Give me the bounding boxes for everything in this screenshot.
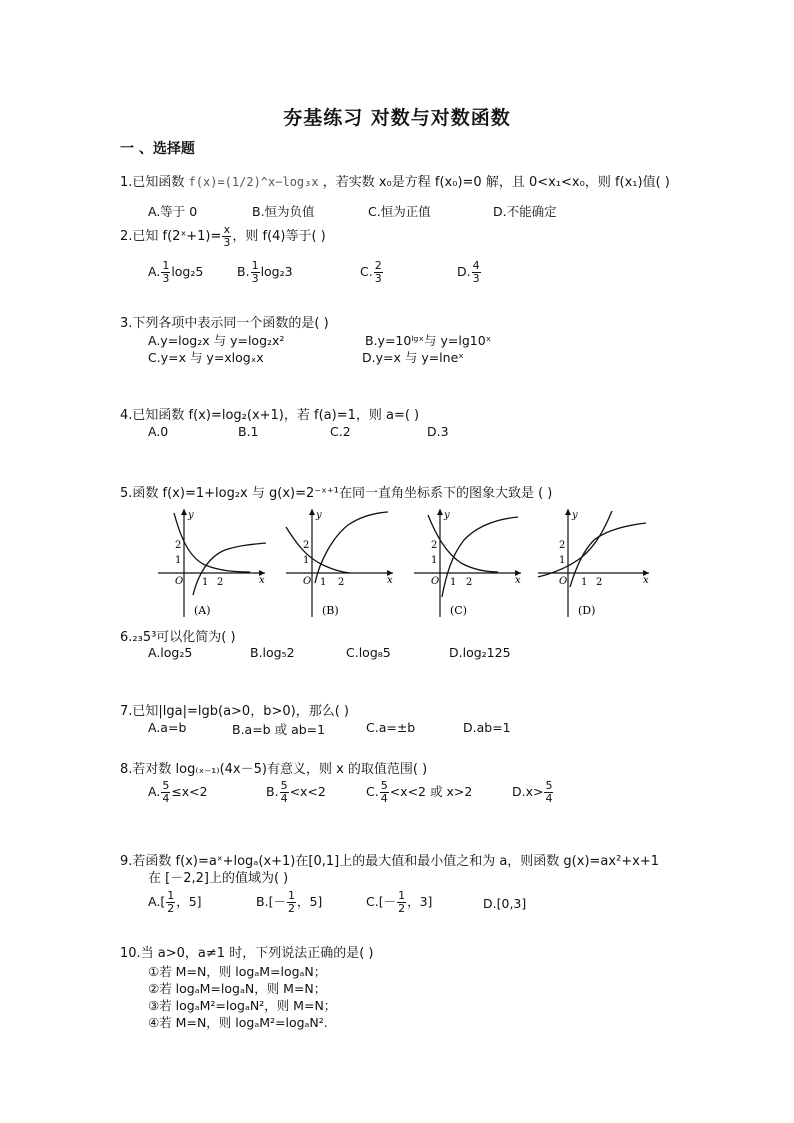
question-7: 7.已知|lga|=lgb(a>0，b>0)，那么( ) (120, 704, 349, 719)
graph-a-ytick-2: 2 (175, 540, 182, 551)
graph-a-ytick-1: 1 (175, 555, 182, 566)
graph-c (414, 509, 521, 617)
question-4: 4.已知函数 f(x)=log₂(x+1)，若 f(a)=1，则 a=( ) (120, 408, 420, 423)
graph-b-origin: O (303, 576, 312, 587)
q1-option-c: C.恒为正值 (368, 204, 431, 219)
graph-b-ytick-2: 2 (303, 540, 310, 551)
graph-b-ytick-1: 1 (303, 555, 310, 566)
graph-d-ytick-1: 1 (559, 555, 566, 566)
graph-b (286, 509, 393, 617)
q1-suffix: ，若实数 x₀是方程 f(x₀)=0 解，且 0<x₁<x₀，则 f(x₁)值( ) (322, 175, 670, 190)
q6-option-b: B.log₅2 (250, 645, 295, 660)
question-6: 6.₂₃5³可以化简为( ) (120, 630, 236, 645)
q1-option-d: D.不能确定 (493, 204, 557, 219)
graph-a (158, 509, 266, 617)
q3-option-c: C.y=x 与 y=xlogₓx (148, 350, 264, 365)
page-title: 夯基练习 对数与对数函数 (283, 107, 511, 129)
question-5: 5.函数 f(x)=1+log₂x 与 g(x)=2⁻ˣ⁺¹在同一直角坐标系下的图象大致是 ( ) (120, 486, 553, 501)
graph-a-x-label: x (259, 575, 265, 586)
graph-b-tick-1: 1 (320, 577, 327, 588)
q2-option-b: B. $\frac{1}{3}$ log₂3 (237, 259, 293, 285)
q7-option-b: B.a=b 或 ab=1 (232, 722, 326, 737)
graph-a-tick-2: 2 (217, 577, 224, 588)
q1-option-b: B.恒为负值 (252, 204, 315, 219)
q3-option-d: D.y=x 与 y=lneˣ (362, 350, 464, 365)
graph-c-tick-1: 1 (450, 577, 457, 588)
q2-option-a: A. $\frac{1}{3}$ log₂5 (148, 259, 204, 285)
graph-c-tick-2: 2 (466, 577, 473, 588)
q10-item-4: ④若 M=N，则 logₐM²=logₐN². (148, 1015, 328, 1030)
question-10: 10.当 a>0，a≠1 时，下列说法正确的是( ) (120, 946, 374, 961)
q5-graphs (150, 505, 660, 623)
q1-prefix: 1.已知函数 (120, 175, 185, 190)
graph-b-label: (B) (322, 604, 339, 617)
graph-a-label: (A) (194, 604, 211, 617)
q6-option-a: A.log₂5 (148, 645, 193, 660)
question-1 (120, 171, 670, 190)
q2-suffix: ，则 f(4)等于( ) (232, 229, 326, 244)
q4-option-c: C.2 (330, 424, 351, 439)
q2-option-c: C. $\frac{2}{3}$ (360, 259, 382, 285)
question-9-line-2: 在 [－2,2]上的值域为( ) (148, 871, 289, 886)
q6-option-c: C.log₈5 (346, 645, 391, 660)
graph-c-y-label: y (444, 510, 450, 521)
q9-option-b: B.[－ $\frac{1}{2}$ ，5] (256, 889, 323, 915)
graph-d-origin: O (559, 576, 568, 587)
q4-option-d: D.3 (427, 424, 449, 439)
q1-option-a: A.等于 0 (148, 204, 198, 219)
q3-option-a: A.y=log₂x 与 y=log₂x² (148, 333, 285, 348)
graph-d (538, 509, 649, 617)
graph-d-label: (D) (578, 604, 596, 617)
q9-option-a: A.[ $\frac{1}{2}$ ，5] (148, 889, 202, 915)
graph-b-y-label: y (316, 510, 322, 521)
q1-formula: f(x)=(1/2)^x−log₃x (188, 175, 319, 189)
q9-option-c: C.[－ $\frac{1}{2}$ ，3] (366, 889, 433, 915)
q7-option-c: C.a=±b (366, 720, 416, 735)
graph-c-ytick-2: 2 (431, 540, 438, 551)
graph-a-origin: O (175, 576, 184, 587)
question-2 (120, 224, 326, 249)
graph-a-tick-1: 1 (202, 577, 209, 588)
graph-b-x-label: x (387, 575, 393, 586)
graph-d-ytick-2: 2 (559, 540, 566, 551)
question-9-line-1: 9.若函数 f(x)=aˣ+logₐ(x+1)在[0,1]上的最大值和最小值之和为 a，则函数 g(x)=ax²+x+1 (120, 854, 660, 869)
q7-option-d: D.ab=1 (463, 720, 511, 735)
q9-option-d: D.[0,3] (483, 896, 527, 911)
graph-c-ytick-1: 1 (431, 555, 438, 566)
q8-option-b: B. $\frac{5}{4}$ <x<2 (266, 779, 326, 805)
section-heading: 一 、选择题 (120, 141, 195, 157)
q8-option-a: A. $\frac{5}{4}$ ≤x<2 (148, 779, 208, 805)
q8-option-d: D.x> $\frac{5}{4}$ (512, 779, 553, 805)
q4-option-b: B.1 (238, 424, 259, 439)
graph-c-label: (C) (450, 604, 467, 617)
graph-a-y-label: y (188, 510, 194, 521)
q2-fraction: $\frac{x}{3}$ (223, 223, 231, 249)
q2-prefix: 2.已知 f(2ˣ+1)= (120, 229, 222, 244)
graph-d-tick-1: 1 (581, 577, 588, 588)
q10-item-3: ③若 logₐM²=logₐN²，则 M=N； (148, 998, 337, 1013)
graph-c-x-label: x (515, 575, 521, 586)
q6-option-d: D.log₂125 (449, 645, 511, 660)
graph-d-y-label: y (572, 510, 578, 521)
question-8: 8.若对数 log₍ₓ₋₁₎(4x－5)有意义，则 x 的取值范围( ) (120, 762, 428, 777)
q2-option-d: D. $\frac{4}{3}$ (457, 259, 480, 285)
q8-option-c: C. $\frac{5}{4}$ <x<2 或 x>2 (366, 779, 473, 805)
q4-option-a: A.0 (148, 424, 169, 439)
q10-item-2: ②若 logₐM=logₐN，则 M=N； (148, 981, 327, 996)
graph-d-x-label: x (643, 575, 649, 586)
q7-option-a: A.a=b (148, 720, 187, 735)
graph-b-tick-2: 2 (338, 577, 345, 588)
q10-item-1: ①若 M=N，则 logₐM=logₐN； (148, 964, 327, 979)
q3-option-b: B.y=10ˡᵍˣ与 y=lg10ˣ (365, 333, 492, 348)
graph-c-origin: O (431, 576, 440, 587)
question-3: 3.下列各项中表示同一个函数的是( ) (120, 316, 329, 331)
graph-d-tick-2: 2 (596, 577, 603, 588)
